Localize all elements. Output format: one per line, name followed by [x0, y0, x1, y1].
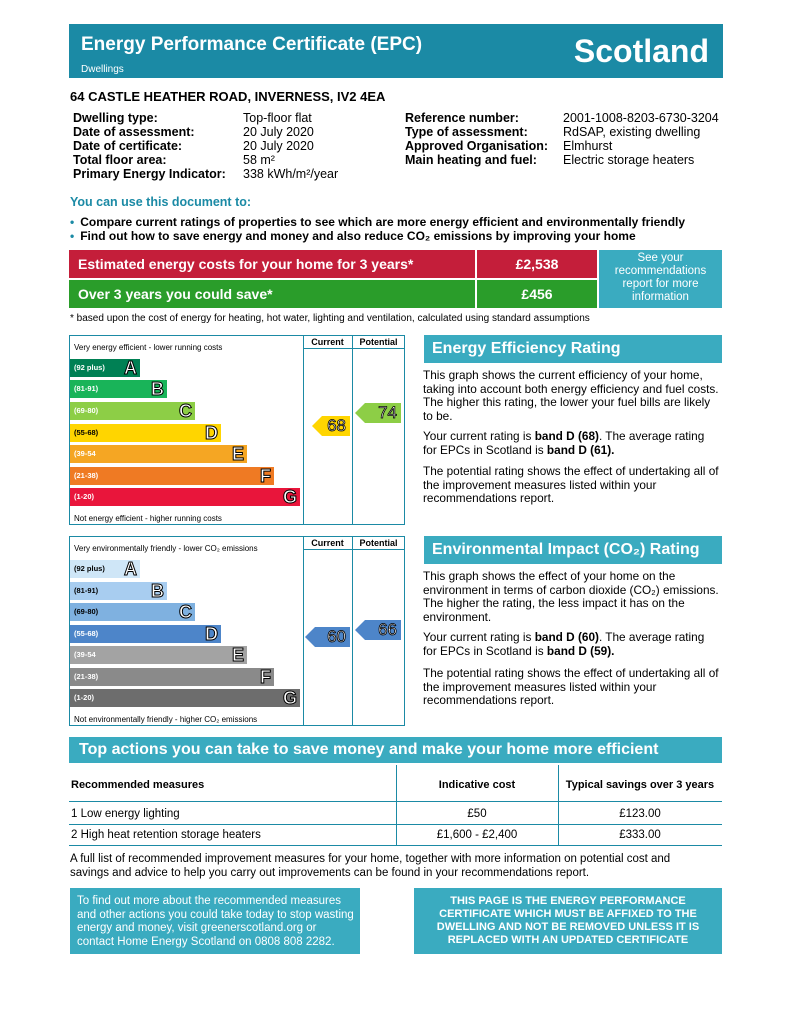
chart-divider — [303, 536, 304, 726]
energy-paragraph-2: Your current rating is band D (68). The average rating for EPCs in Scotland is band D (61). — [423, 429, 705, 457]
detail-value: 20 July 2020 — [243, 125, 314, 139]
header-region: Scotland — [573, 33, 709, 69]
co2-band-d: (55-68) D — [70, 625, 221, 643]
energy-current-arrow — [305, 416, 350, 436]
detail-label: Approved Organisation: — [405, 139, 549, 153]
full-list-note: A full list of recommended improvement measures for your home, together with more information on potential cost and savings and advice to help you carry out improvements can be found in your recommendations report. — [70, 853, 671, 879]
estimated-cost-value-box — [477, 250, 597, 278]
property-address: 64 CASTLE HEATHER ROAD, INVERNESS, IV2 4EA — [70, 89, 386, 104]
use-bullet: • Compare current ratings of properties to see which are more energy efficient and environmentally friendly — [70, 215, 686, 229]
header-subtitle: Dwellings — [81, 64, 124, 75]
env-paragraph-3: The potential rating shows the effect of undertaking all of the improvement measures listed within your recommendations report. — [423, 666, 719, 708]
table-row-cost: £50 — [467, 808, 487, 820]
energy-current-value: 68 — [327, 416, 346, 435]
estimated-cost-bar — [69, 250, 475, 278]
estimated-cost-label: Estimated energy costs for your home for 3 years* — [78, 256, 414, 272]
detail-value: RdSAP, existing dwelling — [563, 125, 701, 139]
detail-value: Elmhurst — [563, 139, 613, 153]
find-out-more-box: To find out more about the recommended measures and other actions you could take today to stop wasting energy and money, visit greenerscotland.org or contact Home Energy Scotland on 0808 808 2282. — [70, 888, 360, 954]
chart-divider — [303, 549, 405, 550]
potential-column-header: Potential — [359, 337, 398, 347]
chart-divider — [352, 335, 353, 525]
chart-divider — [352, 536, 353, 726]
detail-value: 20 July 2020 — [243, 139, 314, 153]
co2-band-b: (81-91) B — [70, 582, 167, 600]
table-divider — [69, 824, 722, 825]
table-divider — [69, 801, 722, 802]
co2-band-a: (92 plus) A — [70, 560, 140, 578]
chart-divider — [303, 348, 405, 349]
detail-value: Top-floor flat — [243, 111, 312, 125]
current-column-header: Current — [311, 538, 344, 548]
detail-label: Type of assessment: — [405, 125, 528, 139]
header-typical-savings: Typical savings over 3 years — [565, 779, 715, 791]
epc-header — [69, 24, 723, 78]
chart-bottom-caption: Not environmentally friendly - higher CO₂ emissions — [74, 715, 258, 724]
table-row-measure: 2 High heat retention storage heaters — [71, 829, 261, 841]
potential-column-header: Potential — [359, 538, 398, 548]
save-value-box — [477, 280, 597, 308]
detail-label: Dwelling type: — [73, 111, 158, 125]
energy-band-c: (69-80) C — [70, 402, 195, 420]
energy-potential-value: 74 — [378, 403, 397, 422]
energy-rating-title: Energy Efficiency Rating — [424, 335, 722, 363]
co2-band-g: (1-20) G — [70, 689, 300, 707]
save-value: £456 — [521, 286, 553, 302]
chart-divider — [303, 335, 304, 525]
energy-paragraph-3: The potential rating shows the effect of undertaking all of the improvement measures listed within your recommendations report. — [423, 464, 719, 506]
detail-label: Total floor area: — [73, 153, 167, 167]
co2-current-arrow — [305, 627, 350, 647]
energy-band-g: (1-20) G — [70, 488, 300, 506]
co2-band-e: (39-54 E — [70, 646, 247, 664]
detail-label: Date of assessment: — [73, 125, 195, 139]
header-recommended-measures: Recommended measures — [71, 779, 205, 791]
env-rating-title: Environmental Impact (CO₂) Rating — [424, 536, 722, 564]
affix-notice-box: THIS PAGE IS THE ENERGY PERFORMANCE CERTIFICATE WHICH MUST BE AFFIXED TO THE DWELLING AND NOT BE REMOVED UNLESS IT IS REPLACED WITH AN UPDATED CERTIFICATE — [414, 888, 722, 954]
table-row-measure: 1 Low energy lighting — [71, 808, 180, 820]
co2-potential-value: 66 — [378, 620, 397, 639]
detail-value: Electric storage heaters — [563, 153, 695, 167]
detail-label: Primary Energy Indicator: — [73, 167, 226, 181]
cost-footnote: * based upon the cost of energy for heating, hot water, lighting and ventilation, calculated using standard assumptions — [70, 313, 590, 324]
header-indicative-cost: Indicative cost — [438, 779, 516, 791]
table-divider — [69, 845, 722, 846]
detail-value: 58 m² — [243, 153, 275, 167]
header-title: Energy Performance Certificate (EPC) — [81, 34, 423, 55]
detail-label: Reference number: — [405, 111, 519, 125]
energy-band-d: (55-68) D — [70, 424, 221, 442]
table-row-savings: £123.00 — [619, 808, 661, 820]
use-bullet: • Find out how to save energy and money and also reduce CO₂ emissions by improving your home — [70, 229, 636, 243]
top-actions-title: Top actions you can take to save money and make your home more efficient — [69, 737, 722, 763]
co2-current-value: 60 — [327, 627, 346, 646]
energy-paragraph-1: This graph shows the current efficiency of your home, taking into account both energy efficiency and fuel costs. The higher this rating, the lower your fuel bills are likely to be. — [423, 368, 719, 423]
energy-band-e: (39-54 E — [70, 445, 247, 463]
save-bar — [69, 280, 475, 308]
co2-band-c: (69-80) C — [70, 603, 195, 621]
co2-potential-arrow — [355, 620, 401, 640]
table-row-savings: £333.00 — [619, 829, 661, 841]
energy-potential-arrow — [355, 403, 401, 423]
table-row-cost: £1,600 - £2,400 — [436, 829, 518, 841]
detail-value: 2001-1008-8203-6730-3204 — [563, 111, 719, 125]
energy-band-f: (21-38) F — [70, 467, 274, 485]
current-column-header: Current — [311, 337, 344, 347]
save-label: Over 3 years you could save* — [78, 286, 273, 302]
recommendations-link-box[interactable]: See your recommendations report for more information — [599, 250, 722, 308]
chart-top-caption: Very environmentally friendly - lower CO₂ emissions — [74, 544, 258, 553]
env-paragraph-1: This graph shows the effect of your home on the environment in terms of carbon dioxide (CO₂) emissions. The higher the rating, the less impact it has on the environment. — [423, 569, 719, 624]
env-paragraph-2: Your current rating is band D (60). The average rating for EPCs in Scotland is band D (59). — [423, 630, 705, 658]
detail-label: Main heating and fuel: — [405, 153, 537, 167]
chart-bottom-caption: Not energy efficient - higher running costs — [74, 514, 222, 523]
use-document-title: You can use this document to: — [70, 195, 252, 209]
co2-band-f: (21-38) F — [70, 668, 274, 686]
energy-band-b: (81-91) B — [70, 380, 167, 398]
energy-band-a: (92 plus) A — [70, 359, 140, 377]
chart-top-caption: Very energy efficient - lower running costs — [74, 343, 223, 352]
detail-label: Date of certificate: — [73, 139, 183, 153]
detail-value: 338 kWh/m²/year — [243, 167, 339, 181]
estimated-cost-value: £2,538 — [515, 256, 559, 272]
